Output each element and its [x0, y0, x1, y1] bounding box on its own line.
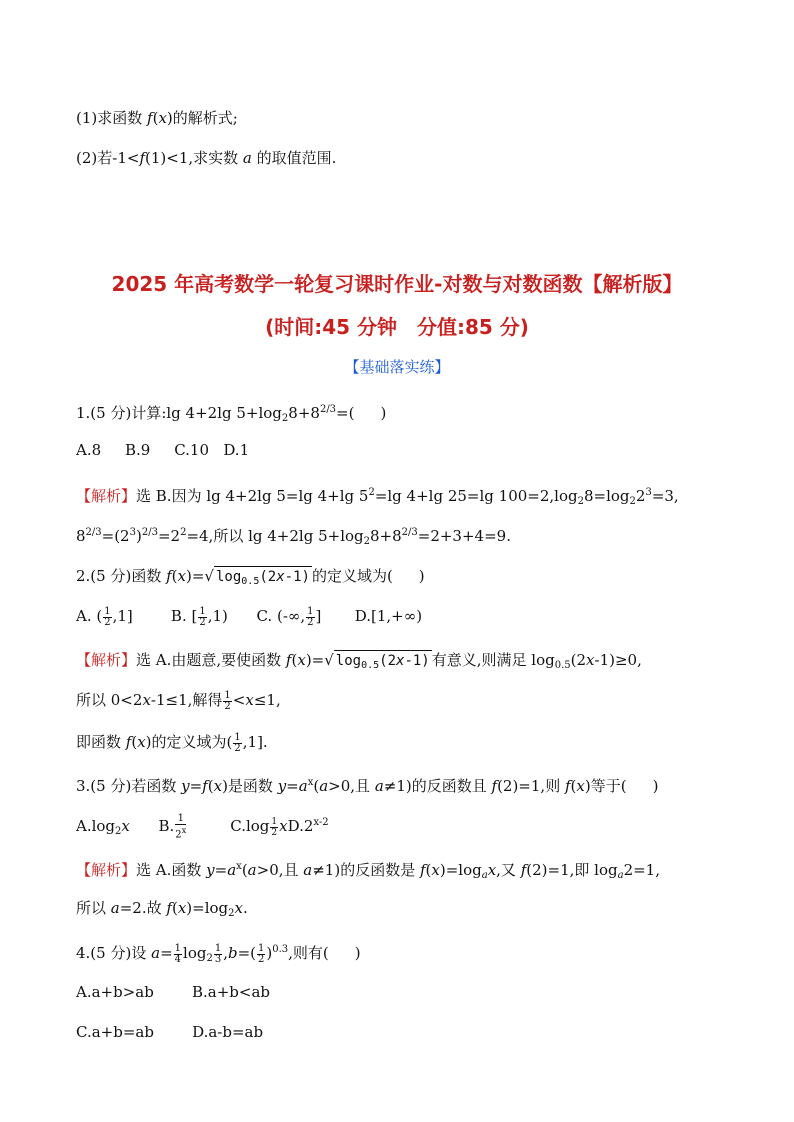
analysis-label: 【解析】 — [76, 861, 137, 879]
question-2-stem: 2.(5 分)函数 f(x)=√ $\log_{0.5}(2x-1)$ 的定义域为( ) — [76, 566, 425, 592]
analysis-label: 【解析】 — [76, 487, 137, 505]
question-3-options: $A.\log_2x$ B. $\frac{1}{2^x}$ C.log $\frac{1}{2}$ xD.2$^{x-2}$ — [76, 812, 329, 841]
intro-question-1: (1)求函数 f(x)的解析式; — [76, 109, 238, 127]
option: A.a+b>ab — [76, 983, 154, 1001]
question-1-stem: 1.(5 分)计算:lg 4+2lg $5+\log_28+8^{2/3}=$( ) — [76, 404, 387, 424]
option: B.a+b<ab — [191, 983, 271, 1001]
question-4-options-row-2 — [76, 1022, 263, 1042]
option: C.10 — [174, 441, 209, 459]
question-2-analysis-line-1: 【解析】选 A.由题意,要使函数 f(x)=√ $\log_{0.5}(2x-1)$ 有意义,则满足 $\log_{0.5}(2x-1)\ge 0$, — [76, 650, 642, 676]
question-3-analysis-line-2: 所以 a=2.故 $f(x)=\log_2x$. — [76, 899, 248, 919]
option: C.a+b=ab — [76, 1023, 154, 1041]
option: B.9 — [125, 441, 151, 459]
section-heading: 【基础落实练】 — [344, 358, 450, 376]
question-1-options — [76, 440, 249, 460]
question-1-analysis-line-2: $8^{2/3}=(2^3)^{2/3}=2^2=4$,所以 lg 4+2lg $5+\log_28+8^{2/3}=2+3+4=9$. — [76, 527, 511, 547]
question-1-analysis-line-1: 【解析】选 B.因为 lg 4+2lg 5=lg 4+lg $5^2=\lg$ 4+lg 25=lg $100=2,\log_28=\log_22^3=3$, — [76, 487, 679, 507]
question-2-analysis-line-3: 即函数 f(x)的定义域为( $\frac{1}{2}$ ,1]. — [76, 731, 268, 754]
question-2-options: A. ( $\frac{1}{2}$ ,1] B. [ $\frac{1}{2}$ ,1) C. (-∞, $\frac{1}{2}$ ] D.[1,+∞) — [76, 605, 423, 628]
question-3-stem: 3.(5 分)若函数 y=f(x)是函数 $y=a^x(a>0$,且 a≠1)的反函数且 f(2)=1,则 f(x)等于( ) — [76, 777, 659, 795]
analysis-label: 【解析】 — [76, 651, 137, 669]
document-subtitle: (时间:45 分钟 分值:85 分) — [265, 315, 529, 339]
option: D.a-b=ab — [192, 1023, 264, 1041]
option: D.1 — [223, 441, 250, 459]
intro-question-2: (2)若-1<f(1)<1,求实数 a 的取值范围. — [76, 149, 337, 167]
document-title: 2025 年高考数学一轮复习课时作业-对数与对数函数【解析版】 — [111, 272, 683, 296]
question-4-options-row-1 — [76, 982, 270, 1002]
option: A.8 — [76, 441, 102, 459]
question-3-analysis-line-1: 【解析】选 A.函数 $y=a^x(a>0$,且 a≠1)的反函数是 $f(x)=\log_ax$,又 f(2)=1,即 $\log_a2=1$, — [76, 861, 660, 881]
question-2-analysis-line-2: 所以 0<2x-1≤1,解得 $\frac{1}{2}$ <x≤1, — [76, 689, 281, 712]
question-4-stem: 4.(5 分)设 a= $\frac{1}{4}$ $\log_2$ $\frac{1}{3}$ ,b=( $\frac{1}{2}$ )$^{0.3}$,则有( ) — [76, 942, 361, 965]
